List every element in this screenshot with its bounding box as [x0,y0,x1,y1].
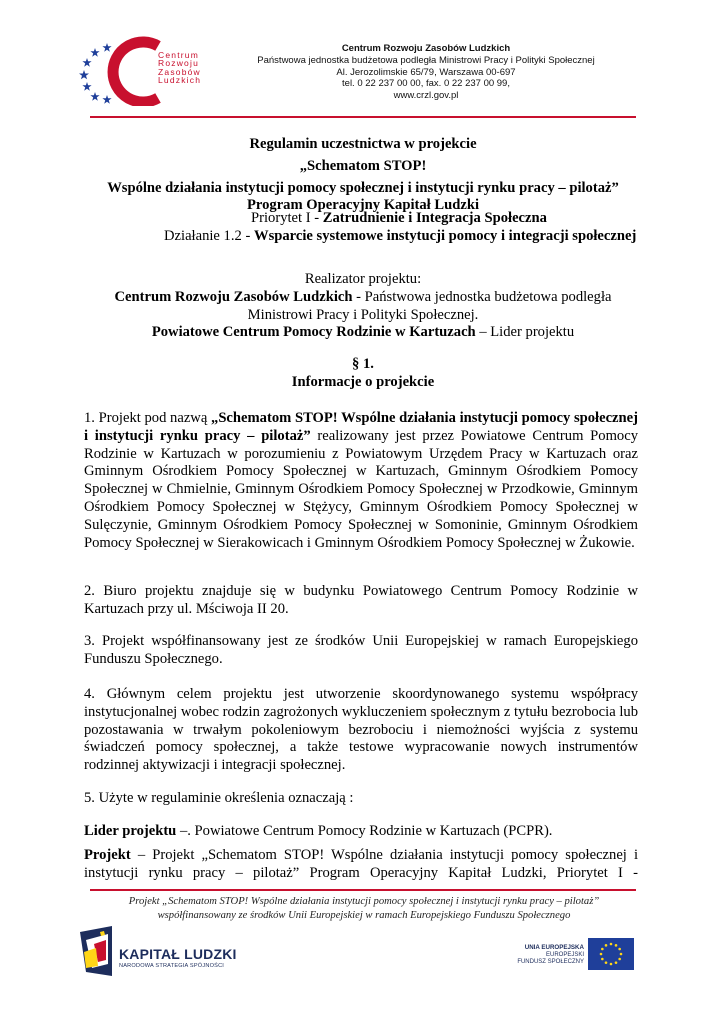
eu-star [615,961,618,964]
footer-cofinancing-note: Projekt „Schematom STOP! Wspólne działania instytucji pomocy społecznej i instytucji rynku pracy – pilotaż” współfinansowany ze środków Unii Europejskiej w ramach Europejskiego Funduszu Społecznego [128,896,600,921]
eu-star [610,963,613,966]
point-5: 5. Użyte w regulaminie określenia oznaczają : [84,790,354,806]
document-title: Regulamin uczestnictwa w projekcie „Schematom STOP! Wspólne działania instytucji pomocy społecznej i instytucji rynku pracy – pilotaż” Program Operacyjny Kapitał Ludzki [107,136,619,214]
section-heading [90,356,636,392]
eu-star [610,943,613,946]
eu-star [605,961,608,964]
eu-star [601,958,604,961]
measure-line: Działanie 1.2 - Wsparcie systemowe instytucji pomocy i integracji społecznej [164,228,637,244]
logo-wordmark: Centrum Rozwoju Zasobów Ludzkich [158,50,202,85]
eu-star [605,944,608,947]
eu-star [618,948,621,951]
organization-phone: tel. 0 22 237 00 00, fax. 0 22 237 00 99, [342,78,510,90]
point-2: 2. Biuro projektu znajduje się w budynku Powiatowego Centrum Pomocy Rodzinie w Kartuzach przy ul. Mściwoja II 20. [84,583,638,617]
definition-projekt: Projekt – Projekt „Schematom STOP! Wspólne działania instytucji pomocy społecznej i instytucji rynku pracy – pilotaż” Program Operacyjny Kapitał Ludzki, Priorytet I - [84,847,638,881]
organization-website: www.crzl.gov.pl [393,90,459,102]
project-implementer: Realizator projektu: Centrum Rozwoju Zasobów Ludzkich - Państwowa jednostka budżetowa podległa Ministrowi Pracy i Polityki Społecznej. Powiatowe Centrum Pomocy Rodzinie w Kartuzach – Lider projektu [90,271,636,342]
point-1: 1. Projekt pod nazwą „Schematom STOP! Wspólne działania instytucji pomocy społecznej i instytucji rynku pracy – pilotaż” realizowany jest przez Powiatowe Centrum Pomocy Rodzinie w Kartuzach w porozumieniu z Powiatowym Urzędem Pracy w Kartuzach oraz Gminnym Ośrodkiem Pomocy Społecznej w Kartuzach, Gminnym Ośrodkiem Pomocy Społecznej w Chmielnie, Gminnym Ośrodkiem Pomocy Społecznej w Przodkowie, Gminnym Ośrodkiem Pomocy Społecznej w Stężycy, Gminnym Ośrodkiem Pomocy Społecznej w Sulęczynie, Gminnym Ośrodkiem Pomocy Społecznej w Somoninie, Gminnym Ośrodkiem Pomocy Społecznej w Sierakowicach i Gminnym Ośrodkiem Pomocy Społecznej w Żukowie. [84,410,638,551]
organization-name: Centrum Rozwoju Zasobów Ludzkich [341,43,511,54]
definition-lider: Lider projektu –. Powiatowe Centrum Pomocy Rodzinie w Kartuzach (PCPR). [84,823,553,839]
organization-info [226,43,626,102]
header-divider [90,116,636,118]
point-4: 4. Głównym celem projektu jest utworzenie skoordynowanego systemu współpracy instytucjonalnej wobec rodzin zagrożonych wykluczeniem społecznym z tytułu bezrobocia lub pozostawania w trwałym pokoleniowym bezrobociu i niemożności wyjścia z systemu świadczeń pomocy społecznej, a także testowe wypracowanie nowych instrumentów rodzinnej aktywizacji i integracji społecznej. [84,686,638,774]
kapital-ludzki-title: KAPITAŁ LUDZKI [119,946,237,962]
footer-divider [90,889,636,891]
section-title: Informacje o projekcie [291,373,435,390]
eu-star [620,953,623,956]
eu-fund-label: UNIA EUROPEJSKA EUROPEJSKI FUNDUSZ SPOŁECZNY [517,944,584,966]
implementer-label: Realizator projektu: [304,271,422,287]
eu-star [615,944,618,947]
section-number: § 1. [352,356,374,372]
letterhead [0,0,724,118]
eu-flag-icon [588,938,634,970]
eu-star [600,953,603,956]
kapital-ludzki-subtitle: NARODOWA STRATEGIA SPÓJNOŚCI [119,963,225,969]
point-3: 3. Projekt współfinansowany jest ze środków Unii Europejskiej w ramach Europejskiego Funduszu Społecznego. [84,633,638,667]
organization-description: Państwowa jednostka budżetowa podległa Ministrowi Pracy i Polityki Społecznej [257,54,595,66]
organization-address: Al. Jerozolimskie 65/79, Warszawa 00-697 [336,66,516,78]
priority-line: Priorytet I - Zatrudnienie i Integracja Społeczna [251,210,547,226]
eu-star [618,958,621,961]
eu-star [601,948,604,951]
